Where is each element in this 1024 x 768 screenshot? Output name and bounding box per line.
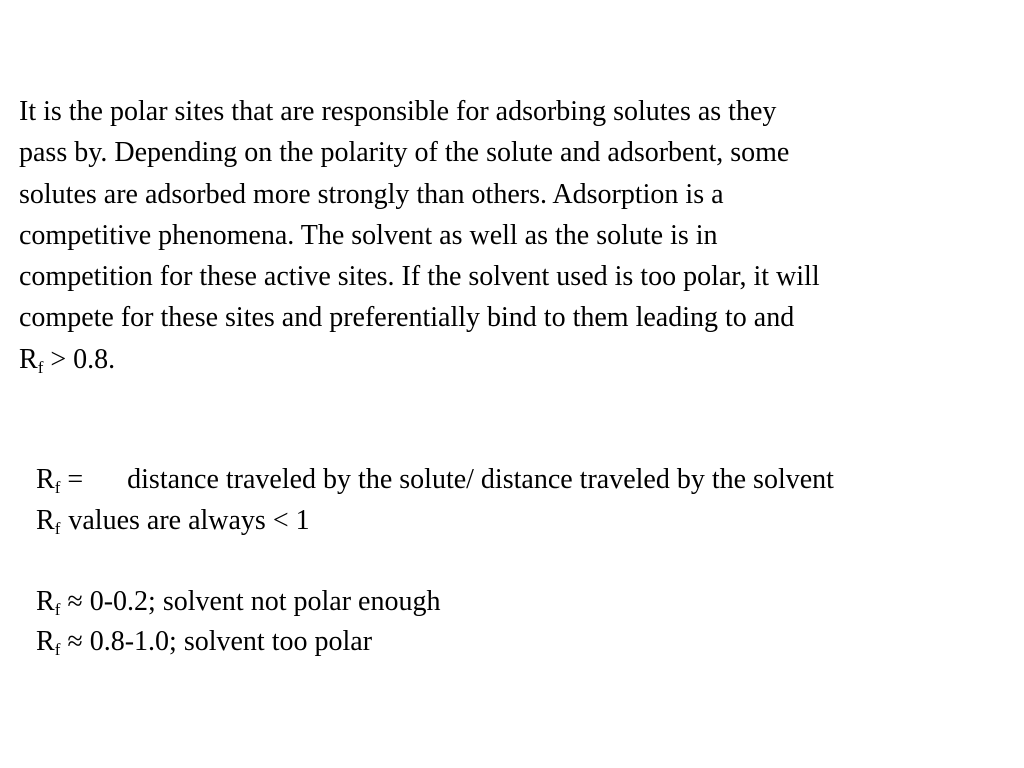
rf-formula-text: distance traveled by the solute/ distance traveled by the solvent xyxy=(127,464,834,495)
paragraph-line: pass by. Depending on the polarity of the solute and adsorbent, some xyxy=(19,137,790,169)
rf-range-text: values are always < 1 xyxy=(68,504,310,536)
rf-range-line xyxy=(36,501,1021,542)
rf-subscript: f xyxy=(54,640,61,659)
rf-low-text: ≈ 0-0.2; solvent not polar enough xyxy=(60,585,441,617)
rf-definitions xyxy=(36,460,1021,663)
paragraph-line: competitive phenomena. The solvent as well as the solute is in xyxy=(19,219,718,251)
rf-formula-line xyxy=(36,460,1021,501)
paragraph-line: It is the polar sites that are responsible for adsorbing solutes as they xyxy=(19,96,777,127)
equals-sign: = xyxy=(60,464,84,495)
rf-symbol: R xyxy=(36,585,55,617)
rf-subscript: f xyxy=(37,357,44,377)
rf-high-line xyxy=(36,622,1021,663)
paragraph-line: competition for these active sites. If the solvent used is too polar, it will xyxy=(19,261,820,293)
rf-threshold-text: > 0.8. xyxy=(43,343,116,375)
rf-subscript: f xyxy=(54,518,61,538)
rf-symbol: R xyxy=(19,343,38,375)
rf-symbol: R xyxy=(36,464,55,495)
rf-low-line xyxy=(36,582,1021,623)
rf-symbol: R xyxy=(36,504,55,536)
rf-subscript: f xyxy=(54,478,61,497)
rf-subscript: f xyxy=(54,599,61,619)
paragraph-line: solutes are adsorbed more strongly than others. Adsorption is a xyxy=(19,178,724,210)
rf-high-text: ≈ 0.8-1.0; solvent too polar xyxy=(60,626,373,657)
paragraph-last-line xyxy=(19,339,1009,380)
rf-symbol: R xyxy=(36,626,55,657)
paragraph-line: compete for these sites and preferentially bind to them leading to and xyxy=(19,302,795,334)
explanation-paragraph xyxy=(19,91,1009,380)
